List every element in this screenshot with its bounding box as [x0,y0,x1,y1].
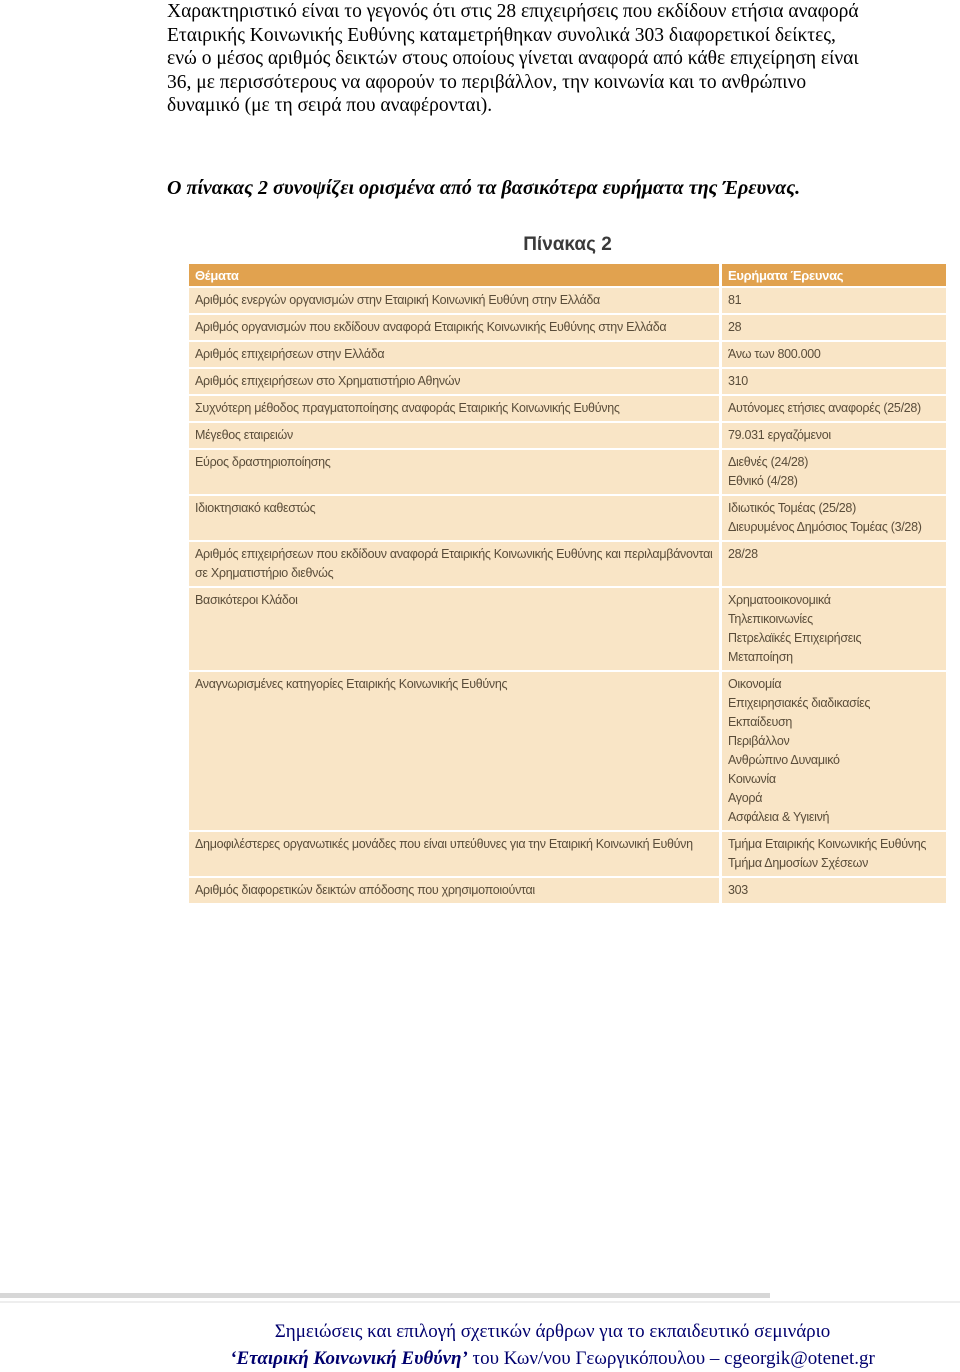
finding-item: 28/28 [728,547,758,561]
row-topic: Βασικότεροι Κλάδοι [189,588,722,670]
row-findings [722,288,946,313]
row-findings [722,878,946,903]
finding-item: Επιχειρησιακές διαδικασίες [728,696,871,710]
row-topic: Μέγεθος εταιρειών [189,423,722,448]
finding-item: Εθνικό (4/28) [728,474,798,488]
finding-item: Μεταποίηση [728,650,793,664]
row-findings [722,542,946,586]
footer-divider [0,1293,770,1298]
footer-author: του Κων/νου Γεωργικόπουλου – cgeorgik@otenet.gr [467,1348,875,1369]
paragraph-line: Χαρακτηριστικό είναι το γεγονός ότι στις 28 επιχειρήσεις που εκδίδουν ετήσια αναφορά [167,1,859,22]
paragraph-line: δυναμικό (με τη σειρά που αναφέρονται). [167,95,493,116]
footer-line-2 [0,1345,960,1372]
finding-item: Αγορά [728,791,763,805]
table-row [189,396,946,421]
footer-seminar-title: ‘Εταιρική Κοινωνική Ευθύνη’ [230,1348,468,1369]
table-intro: Ο πίνακας 2 συνοψίζει ορισμένα από τα βασικότερα ευρήματα της Έρευνας. [167,177,801,199]
table-row [189,315,946,340]
row-findings [722,396,946,421]
finding-item: Εκπαίδευση [728,715,793,729]
row-findings [722,315,946,340]
finding-item: Χρηματοοικονομικά [728,593,831,607]
finding-item: Πετρελαϊκές Επιχειρήσεις [728,631,862,645]
finding-item: Ανθρώπινο Δυναμικό [728,753,840,767]
row-topic: Αριθμός επιχειρήσεων στο Χρηματιστήριο Αθηνών [189,369,722,394]
finding-item: Άνω των 800.000 [728,347,821,361]
table-row [189,588,946,670]
finding-item: Διευρυμένος Δημόσιος Τομέας (3/28) [728,520,922,534]
page-footer [0,1318,960,1372]
table-row [189,878,946,903]
finding-item: 310 [728,374,748,388]
table-row [189,450,946,494]
row-topic: Δημοφιλέστερες οργανωτικές μονάδες που είναι υπεύθυνες για την Εταιρική Κοινωνική Ευθύνη [189,832,722,876]
footer-divider-thin [0,1301,960,1303]
finding-item: 28 [728,320,742,334]
row-findings [722,496,946,540]
finding-item: Ιδιωτικός Τομέας (25/28) [728,501,856,515]
row-topic: Αριθμός επιχειρήσεων που εκδίδουν αναφορά Εταιρικής Κοινωνικής Ευθύνης και περιλαμβάνονται σε Χρηματιστήριο διεθνώς [189,542,722,586]
table-row [189,832,946,876]
finding-item: Τμήμα Εταιρικής Κοινωνικής Ευθύνης [728,837,927,851]
paragraph-line: ενώ ο μέσος αριθμός δεικτών στους οποίους γίνεται αναφορά από κάθε επιχείρηση είναι [167,48,859,69]
row-topic: Αναγνωρισμένες κατηγορίες Εταιρικής Κοινωνικής Ευθύνης [189,672,722,830]
finding-item: Τμήμα Δημοσίων Σχέσεων [728,856,869,870]
row-findings [722,342,946,367]
row-topic: Συχνότερη μέθοδος πραγματοποίησης αναφοράς Εταιρικής Κοινωνικής Ευθύνης [189,396,722,421]
finding-item: Κοινωνία [728,772,776,786]
table-row [189,542,946,586]
finding-item: Τηλεπικοινωνίες [728,612,813,626]
row-findings [722,450,946,494]
body-paragraph [167,0,957,118]
header-topics: Θέματα [189,264,722,286]
finding-item: 81 [728,293,742,307]
table-body [189,288,946,903]
table-row [189,672,946,830]
row-findings [722,832,946,876]
row-topic: Αριθμός οργανισμών που εκδίδουν αναφορά Εταιρικής Κοινωνικής Ευθύνης στην Ελλάδα [189,315,722,340]
finding-item: Ασφάλεια & Υγιεινή [728,810,830,824]
paragraph-line: Εταιρικής Κοινωνικής Ευθύνης καταμετρήθηκαν συνολικά 303 διαφορετικοί δείκτες, [167,24,836,46]
table-header-row [189,264,946,286]
paragraph-line: 36, με περισσότερους να αφορούν το περιβάλλον, την κοινωνία και το ανθρώπινο [167,71,807,93]
row-findings [722,369,946,394]
finding-item: Αυτόνομες ετήσιες αναφορές (25/28) [728,401,921,415]
row-findings [722,672,946,830]
header-findings: Ευρήματα Έρευνας [722,264,946,286]
table-row [189,423,946,448]
footer-line-1: Σημειώσεις και επιλογή σχετικών άρθρων για το εκπαιδευτικό σεμινάριο [274,1321,831,1342]
table-title: Πίνακας 2 [523,234,612,255]
finding-item: Οικονομία [728,677,782,691]
row-topic: Εύρος δραστηριοποίησης [189,450,722,494]
row-topic: Αριθμός ενεργών οργανισμών στην Εταιρική Κοινωνική Ευθύνη στην Ελλάδα [189,288,722,313]
row-topic: Αριθμός διαφορετικών δεικτών απόδοσης που χρησιμοποιούνται [189,878,722,903]
finding-item: 79.031 εργαζόμενοι [728,428,831,442]
row-topic: Ιδιοκτησιακό καθεστώς [189,496,722,540]
row-topic: Αριθμός επιχειρήσεων στην Ελλάδα [189,342,722,367]
table-row [189,342,946,367]
table-row [189,288,946,313]
finding-item: 303 [728,883,748,897]
findings-table [189,262,946,905]
table-row [189,369,946,394]
row-findings [722,423,946,448]
finding-item: Διεθνές (24/28) [728,455,809,469]
row-findings [722,588,946,670]
finding-item: Περιβάλλον [728,734,790,748]
table-row [189,496,946,540]
